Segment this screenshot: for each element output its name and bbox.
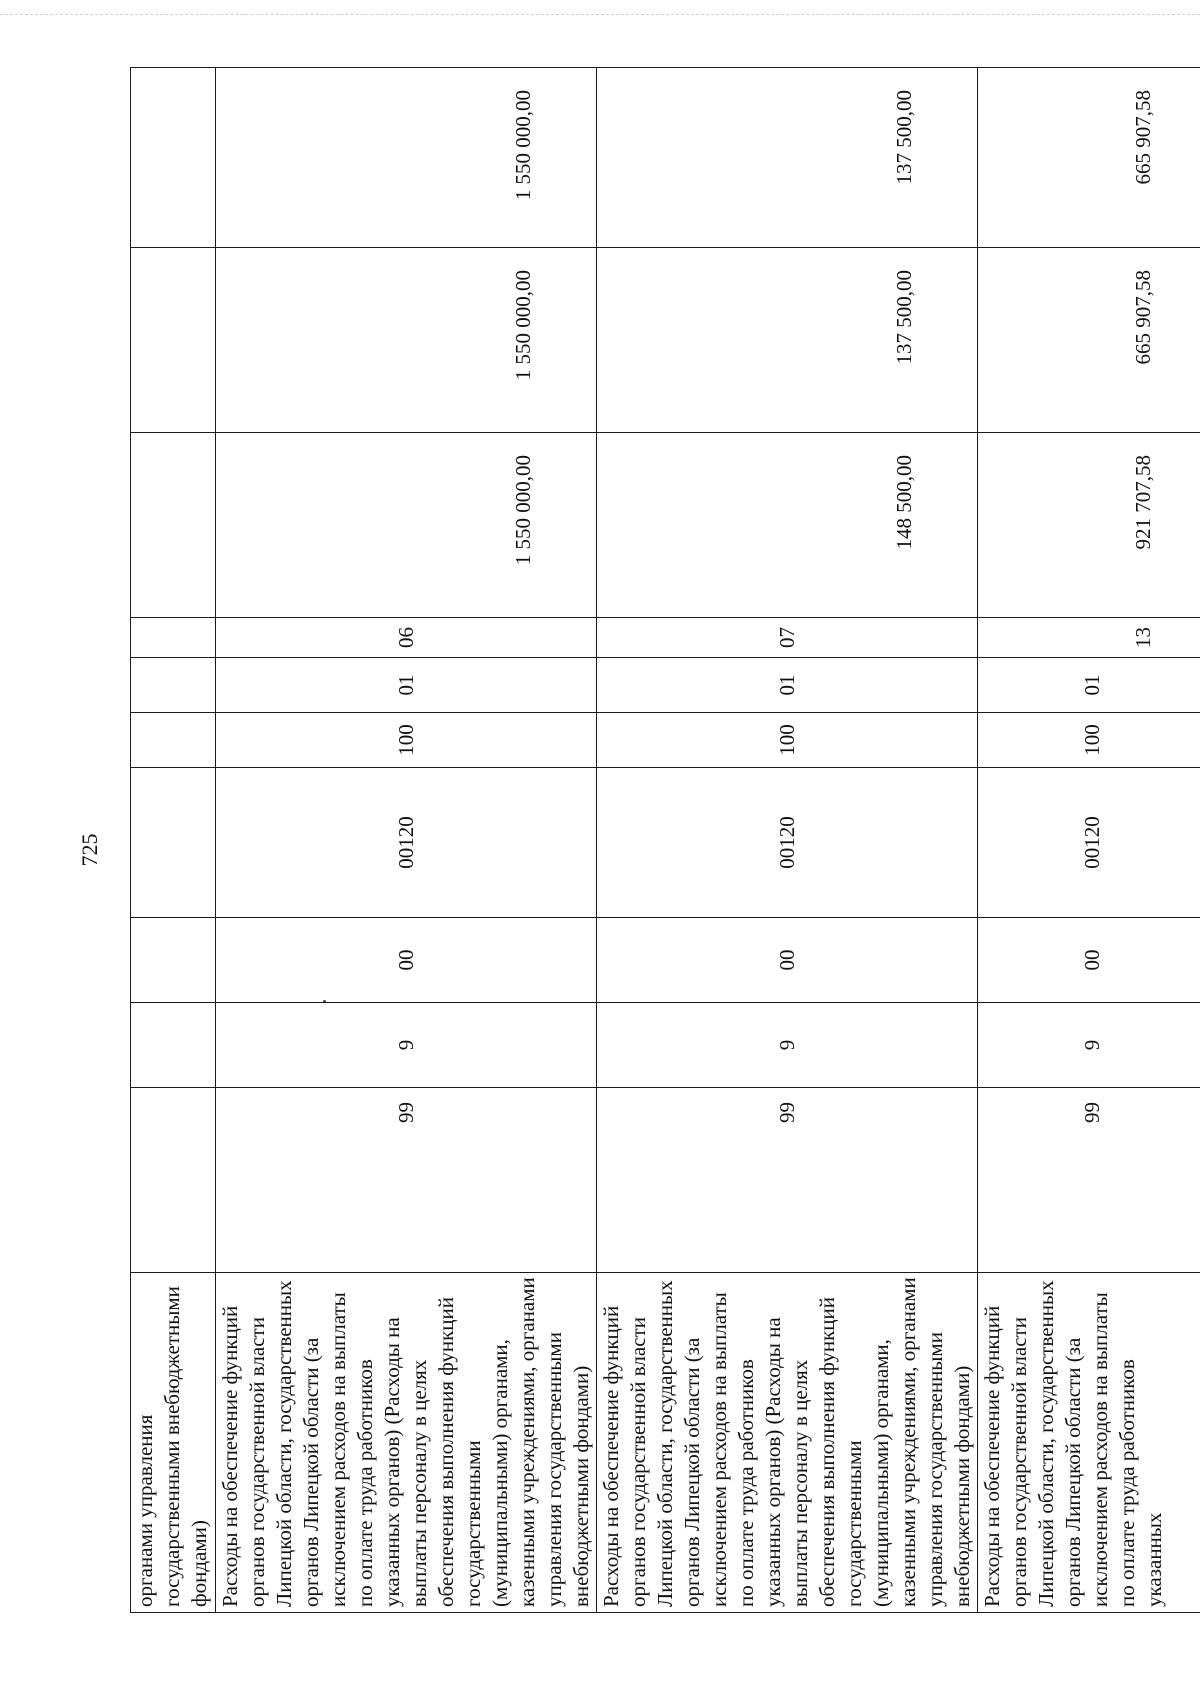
amount-1-cell: 1 550 000,00	[216, 433, 597, 618]
subsection-cell: 13	[978, 618, 1200, 658]
program-cell: 99	[978, 1088, 1200, 1273]
table-row	[216, 68, 597, 1613]
section-cell: 01	[978, 658, 1200, 713]
amount-1-cell: 921 707,58	[978, 433, 1200, 618]
expense-type-cell: 100	[597, 713, 978, 768]
main-event-cell: 00	[597, 918, 978, 1003]
direction-cell: 00120	[978, 768, 1200, 918]
program-cell: 99	[216, 1088, 597, 1273]
expense-type-cell	[131, 713, 216, 768]
page-number-label: 725	[77, 833, 102, 867]
description-cell: Расходы на обеспечение функций органов государственной власти Липецкой области, государственных органов Липецкой области (за исключением расходов на выплаты по оплате труда работников указанных органов) (Расходы на выплаты персоналу в целях обеспечения выполнения функций государственными (муниципальными) органами, казенными учреждениями, органами управления государственными внебюджетными фондами)	[597, 1273, 978, 1613]
description-cell: Расходы на обеспечение функций органов государственной власти Липецкой области, государственных органов Липецкой области (за исключением расходов на выплаты по оплате труда работников указанных органов) (Расходы на выплаты персоналу в целях обеспечения выполнения функций государственными (муниципальными) органами, казенными учреждениями, органами управления государственными внебюджетными фондами)	[216, 1273, 597, 1613]
description-cell: органами управления государственными внебюджетными фондами)	[131, 1273, 216, 1613]
direction-cell	[131, 768, 216, 918]
amount-3-cell	[131, 68, 216, 248]
section-cell: 01	[216, 658, 597, 713]
main-event-cell	[131, 918, 216, 1003]
subprogram-cell: 9	[216, 1003, 597, 1088]
section-cell	[131, 658, 216, 713]
amount-3-cell: 665 907,58	[978, 68, 1200, 248]
subsection-cell: 06	[216, 618, 597, 658]
expense-type-cell: 100	[978, 713, 1200, 768]
table-rotated-container	[130, 68, 1166, 1613]
expense-type-cell: 100	[216, 713, 597, 768]
direction-cell: 00120	[216, 768, 597, 918]
main-event-cell: 00	[216, 918, 597, 1003]
table-row	[978, 68, 1200, 1613]
amount-2-cell: 665 907,58	[978, 248, 1200, 433]
subsection-cell	[131, 618, 216, 658]
description-cell: Расходы на обеспечение функций органов государственной власти Липецкой области, государственных органов Липецкой области (за исключением расходов на выплаты по оплате труда работников указанных	[978, 1273, 1200, 1613]
amount-1-cell	[131, 433, 216, 618]
subsection-cell: 07	[597, 618, 978, 658]
program-cell	[131, 1088, 216, 1273]
amount-3-cell: 1 550 000,00	[216, 68, 597, 248]
direction-cell: 00120	[597, 768, 978, 918]
amount-2-cell: 1 550 000,00	[216, 248, 597, 433]
amount-2-cell	[131, 248, 216, 433]
subprogram-cell	[131, 1003, 216, 1088]
table-row	[597, 68, 978, 1613]
subprogram-cell: 9	[597, 1003, 978, 1088]
amount-1-cell: 148 500,00	[597, 433, 978, 618]
table-row	[131, 68, 216, 1613]
section-cell: 01	[597, 658, 978, 713]
amount-2-cell: 137 500,00	[597, 248, 978, 433]
budget-table	[130, 67, 1200, 1613]
program-cell: 99	[597, 1088, 978, 1273]
subprogram-cell: 9	[978, 1003, 1200, 1088]
main-event-cell: 00	[978, 918, 1200, 1003]
scan-edge-line	[0, 14, 1200, 15]
amount-3-cell: 137 500,00	[597, 68, 978, 248]
